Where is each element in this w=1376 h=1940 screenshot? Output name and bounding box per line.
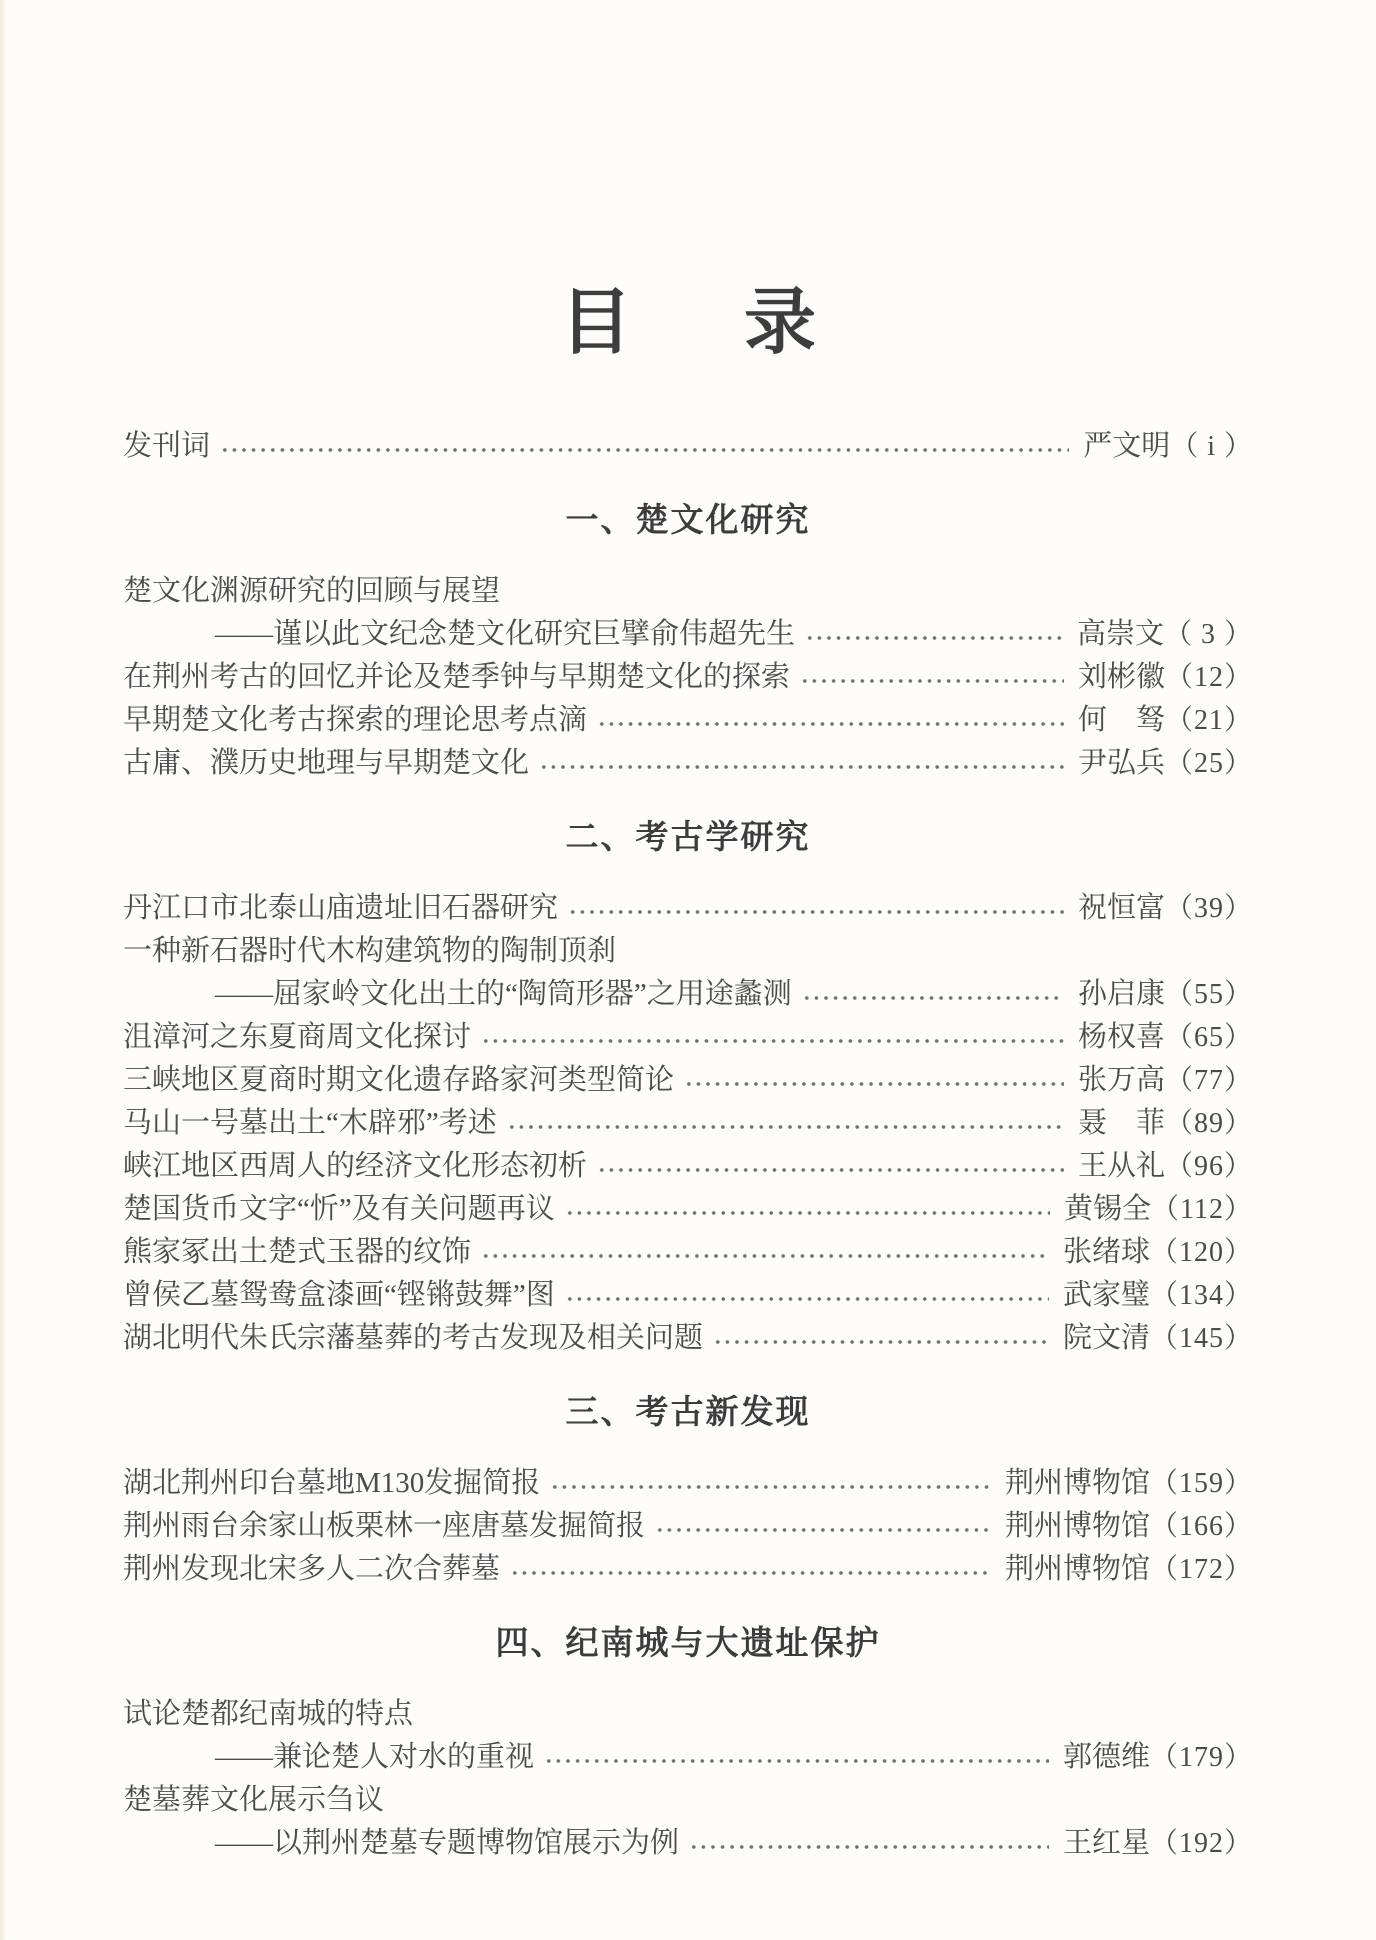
entry-author: 祝恒富 — [1077, 892, 1165, 924]
entry-author: 尹弘兵 — [1077, 747, 1165, 779]
entry-page: （96） — [1164, 1151, 1253, 1182]
entry-author: 荆州博物馆 — [1004, 1467, 1150, 1499]
entry-author: 杨权喜 — [1077, 1021, 1165, 1053]
entry-title: 一种新石器时代木构建筑物的陶制顶刹 — [123, 935, 617, 967]
entry-title: 湖北明代朱氏宗藩墓葬的考古发现及相关问题 — [123, 1322, 704, 1354]
toc-entry-row — [123, 887, 1253, 930]
entry-page: （21） — [1164, 705, 1253, 736]
entry-author: 严文明 — [1083, 430, 1171, 462]
entry-page: （192） — [1149, 1828, 1253, 1859]
entry-title: 峡江地区西周人的经济文化形态初析 — [123, 1150, 588, 1182]
dotted-leader — [655, 1527, 991, 1533]
section-heading: 三、考古新发现 — [565, 1393, 811, 1430]
dotted-leader — [713, 1339, 1049, 1345]
entry-title: 早期楚文化考古探索的理论思考点滴 — [123, 704, 588, 736]
dotted-leader — [510, 1570, 991, 1576]
toc-entry-row — [123, 1548, 1253, 1591]
toc-entry-row — [123, 656, 1253, 699]
entry-title: ——以荆州楚墓专题博物馆展示为例 — [215, 1827, 680, 1859]
entry-title: ——屈家岭文化出土的“陶筒形器”之用途蠡测 — [215, 978, 792, 1010]
entry-author: 黄锡全 — [1064, 1193, 1152, 1225]
toc-body — [123, 425, 1253, 1865]
entry-page: （ 3 ） — [1163, 619, 1253, 650]
section-heading: 一、楚文化研究 — [565, 501, 811, 538]
dotted-leader — [220, 447, 1069, 453]
toc-entry-row — [123, 1779, 1253, 1822]
entry-title: ——兼论楚人对水的重视 — [215, 1741, 535, 1773]
entry-title: 湖北荆州印台墓地M130发掘简报 — [123, 1467, 541, 1499]
entry-author: 荆州博物馆 — [1004, 1553, 1150, 1585]
entry-author: 何 驽 — [1077, 704, 1165, 736]
entry-title: 三峡地区夏商时期文化遗存路家河类型简论 — [123, 1064, 675, 1096]
toc-entry-row — [123, 1188, 1253, 1231]
entry-author: 武家璧 — [1062, 1279, 1150, 1311]
page-title — [123, 283, 1253, 363]
entry-page: （12） — [1164, 662, 1253, 693]
toc-entry-row — [123, 613, 1253, 656]
toc-entry-row — [123, 699, 1253, 742]
entry-author: 张绪球 — [1062, 1236, 1150, 1268]
entry-page: （77） — [1164, 1065, 1253, 1096]
entry-title: 在荆州考古的回忆并论及楚季钟与早期楚文化的探索 — [123, 661, 791, 693]
toc-entry-row — [123, 742, 1253, 785]
entry-title: 楚国货币文字“忻”及有关问题再议 — [123, 1193, 555, 1225]
toc-entry-row — [123, 1016, 1253, 1059]
entry-title: 荆州雨台余家山板栗林一座唐墓发掘简报 — [123, 1510, 646, 1542]
section-heading: 二、考古学研究 — [565, 818, 811, 855]
entry-author: 院文清 — [1062, 1322, 1150, 1354]
entry-author: 刘彬徽 — [1077, 661, 1165, 693]
toc-page — [123, 0, 1253, 1865]
dotted-leader — [800, 678, 1064, 684]
dotted-leader — [507, 1124, 1064, 1130]
entry-page: （55） — [1164, 979, 1253, 1010]
entry-page: （65） — [1164, 1022, 1253, 1053]
toc-entry-row — [123, 1102, 1253, 1145]
entry-author: 王从礼 — [1077, 1150, 1165, 1182]
dotted-leader — [539, 764, 1064, 770]
toc-entry-row — [123, 1693, 1253, 1736]
entry-title: 楚墓葬文化展示刍议 — [123, 1784, 385, 1816]
entry-author: 郭德维 — [1062, 1741, 1150, 1773]
entry-title: 荆州发现北宋多人二次合葬墓 — [123, 1553, 501, 1585]
entry-page: （159） — [1149, 1468, 1253, 1499]
dotted-leader — [481, 1038, 1064, 1044]
toc-entry-row — [123, 1059, 1253, 1102]
entry-title: 马山一号墓出土“木辟邪”考述 — [123, 1107, 497, 1139]
toc-entry-row — [123, 570, 1253, 613]
entry-title: 楚文化渊源研究的回顾与展望 — [123, 575, 501, 607]
entry-author: 聂 菲 — [1077, 1107, 1165, 1139]
toc-entry-row — [123, 425, 1253, 468]
dotted-leader — [568, 909, 1064, 915]
toc-entry-row — [123, 1274, 1253, 1317]
entry-page: （120） — [1149, 1237, 1253, 1268]
dotted-leader — [684, 1081, 1064, 1087]
entry-title: 发刊词 — [123, 430, 211, 462]
entry-title: 试论楚都纪南城的特点 — [123, 1698, 414, 1730]
section-heading: 四、纪南城与大遗址保护 — [495, 1624, 881, 1661]
entry-page: （172） — [1149, 1554, 1253, 1585]
dotted-leader — [805, 635, 1063, 641]
dotted-leader — [565, 1296, 1049, 1302]
dotted-leader — [565, 1210, 1050, 1216]
scan-page-edge — [0, 0, 7, 1940]
toc-entry-row — [123, 1736, 1253, 1779]
entry-page: （89） — [1164, 1108, 1253, 1139]
dotted-leader — [481, 1253, 1049, 1259]
page-title-char-2: 录 — [744, 283, 817, 363]
dotted-leader — [802, 995, 1064, 1001]
entry-page: （166） — [1149, 1511, 1253, 1542]
entry-author: 荆州博物馆 — [1004, 1510, 1150, 1542]
entry-title: 丹江口市北泰山庙遗址旧石器研究 — [123, 892, 559, 924]
entry-author: 高崇文 — [1076, 618, 1164, 650]
entry-page: （39） — [1164, 893, 1253, 924]
entry-title: 沮漳河之东夏商周文化探讨 — [123, 1021, 472, 1053]
entry-author: 张万高 — [1077, 1064, 1165, 1096]
entry-author: 孙启康 — [1077, 978, 1165, 1010]
entry-author: 王红星 — [1062, 1827, 1150, 1859]
entry-page: （134） — [1149, 1280, 1253, 1311]
toc-entry-row — [123, 1462, 1253, 1505]
entry-page: （145） — [1149, 1323, 1253, 1354]
entry-page: （25） — [1164, 748, 1253, 779]
toc-entry-row — [123, 1505, 1253, 1548]
entry-title: ——谨以此文纪念楚文化研究巨擘俞伟超先生 — [215, 618, 796, 650]
page-title-char-1: 目 — [559, 283, 632, 363]
dotted-leader — [689, 1844, 1049, 1850]
dotted-leader — [550, 1484, 991, 1490]
entry-title: 熊家冢出土楚式玉器的纹饰 — [123, 1236, 472, 1268]
toc-entry-row — [123, 1822, 1253, 1865]
entry-page: （179） — [1149, 1742, 1253, 1773]
entry-page: （112） — [1151, 1194, 1253, 1225]
entry-title: 古庸、濮历史地理与早期楚文化 — [123, 747, 530, 779]
entry-title: 曾侯乙墓鸳鸯盒漆画“铿锵鼓舞”图 — [123, 1279, 555, 1311]
entry-page: （ i ） — [1170, 431, 1253, 462]
dotted-leader — [597, 1167, 1064, 1173]
toc-entry-row — [123, 1317, 1253, 1360]
dotted-leader — [597, 721, 1064, 727]
dotted-leader — [544, 1758, 1049, 1764]
toc-entry-row — [123, 973, 1253, 1016]
toc-entry-row — [123, 930, 1253, 973]
toc-entry-row — [123, 1145, 1253, 1188]
toc-entry-row — [123, 1231, 1253, 1274]
